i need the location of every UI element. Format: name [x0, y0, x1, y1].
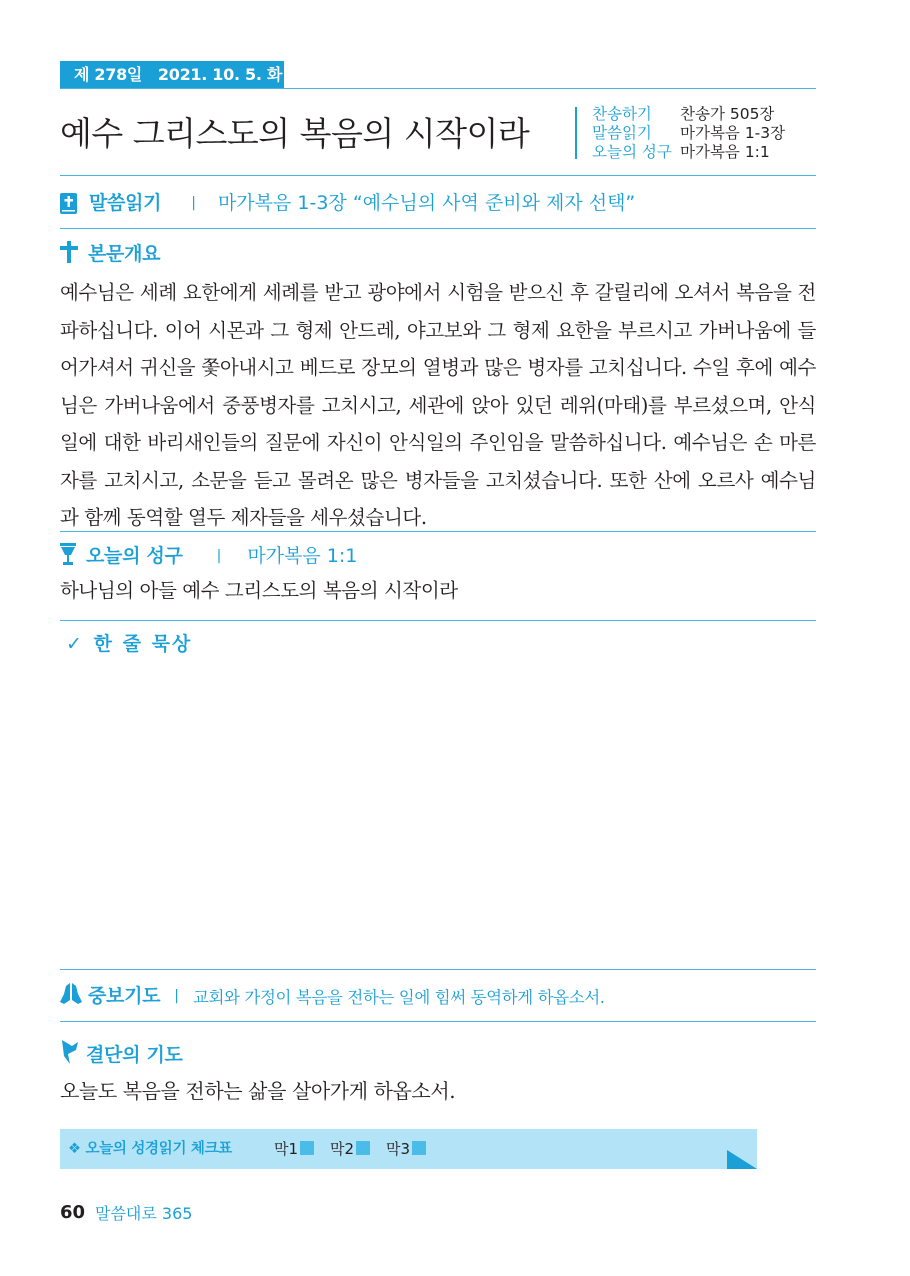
- cross-icon: [60, 241, 78, 267]
- chalice-icon: [60, 543, 76, 569]
- page-title: 예수 그리스도의 복음의 시작이라: [60, 114, 530, 153]
- reading-value: 마가복음 1-3장: [680, 124, 786, 142]
- reading-separator: |: [191, 195, 196, 211]
- book-title: 말씀대로 365: [95, 1204, 193, 1223]
- divider: [60, 969, 816, 970]
- day-label: 제 278일: [74, 65, 143, 84]
- page-corner-decoration: [727, 1150, 757, 1169]
- summary-text: 예수님은 세례 요한에게 세례를 받고 광야에서 시험을 받으신 후 갈릴리에 오셔서 복음을 전파하십니다. 이어 시몬과 그 형제 안드레, 야고보와 그 형제 요한을 부르시고 가버나움에 들어가셔서 귀신을 쫓아내시고 베드로 장모의 열병과 많은 병자를 고치십니다. 수일 후에 예수님은 가버나움에서 중풍병자를 고치시고, 세관에 앉아 있던 레위(마태)를 부르셨으며, 안식일에 대한 바리새인들의 질문에 자신이 안식일의 주인임을 말씀하십니다. 예수님은 손 마른 자를 고치시고, 소문을 듣고 몰려온 많은 병자들을 고치셨습니다. 또한 산에 오르사 예수님과 함께 동역할 열두 제자들을 세우셨습니다.: [60, 281, 816, 529]
- info-divider: [575, 107, 577, 159]
- bible-icon: [60, 193, 77, 214]
- divider: [60, 1021, 816, 1022]
- verse-reference: 마가복음 1:1: [247, 545, 358, 567]
- resolution-text: 오늘도 복음을 전하는 삶을 살아가게 하옵소서.: [60, 1079, 456, 1103]
- meditation-section-header: [66, 630, 192, 658]
- divider: [60, 175, 816, 176]
- summary-heading: 본문개요: [88, 243, 161, 265]
- checklist-item[interactable]: 막2: [330, 1129, 370, 1169]
- verse-text: 하나님의 아들 예수 그리스도의 복음의 시작이라: [60, 579, 458, 602]
- praying-hands-icon: [60, 982, 82, 1010]
- checkbox[interactable]: [356, 1141, 370, 1155]
- resolution-section-header: [60, 1040, 183, 1070]
- checklist-label: [68, 1129, 232, 1169]
- hymn-key: 찬송하기: [592, 105, 652, 123]
- reading-heading: 말씀읽기: [89, 192, 162, 214]
- meditation-writing-area[interactable]: [60, 665, 816, 960]
- divider: [60, 620, 816, 621]
- date-label: 2021. 10. 5. 화: [157, 65, 283, 84]
- verse-separator: |: [216, 548, 222, 564]
- verse-value: 마가복음 1:1: [680, 143, 770, 161]
- checklist-item[interactable]: 막1: [274, 1129, 314, 1169]
- checklist-title: 오늘의 성경읽기 체크표: [85, 1141, 233, 1157]
- hymn-value: 찬송가 505장: [680, 105, 775, 123]
- diamond-bullet-icon: ❖: [68, 1141, 81, 1157]
- checkmark-icon: ✓: [66, 633, 82, 655]
- page-number: 60: [60, 1202, 86, 1223]
- intercession-separator: |: [174, 988, 179, 1004]
- verse-section-header: [60, 542, 357, 570]
- info-block: [592, 105, 785, 162]
- dove-icon: [60, 1040, 80, 1070]
- meditation-heading: 한 줄 묵상: [93, 633, 193, 655]
- reading-section-header: [60, 189, 635, 217]
- checklist-item[interactable]: 막3: [386, 1129, 426, 1169]
- checkbox[interactable]: [300, 1141, 314, 1155]
- reading-subtitle: 마가복음 1-3장 “예수님의 사역 준비와 제자 선택”: [217, 192, 636, 214]
- reading-checklist: [60, 1129, 757, 1169]
- intercession-section-header: [60, 982, 605, 1010]
- intercession-heading: 중보기도: [88, 985, 161, 1007]
- intercession-text: 교회와 가정이 복음을 전하는 일에 힘써 동역하게 하옵소서.: [192, 988, 605, 1007]
- divider: [60, 228, 816, 229]
- date-tab: [60, 61, 284, 88]
- header-divider: [60, 88, 816, 89]
- verse-heading: 오늘의 성구: [86, 545, 183, 567]
- verse-key: 오늘의 성구: [592, 143, 672, 161]
- resolution-heading: 결단의 기도: [86, 1044, 183, 1066]
- summary-section-header: [60, 240, 160, 268]
- divider: [60, 531, 816, 532]
- reading-key: 말씀읽기: [592, 124, 652, 142]
- checkbox[interactable]: [412, 1141, 426, 1155]
